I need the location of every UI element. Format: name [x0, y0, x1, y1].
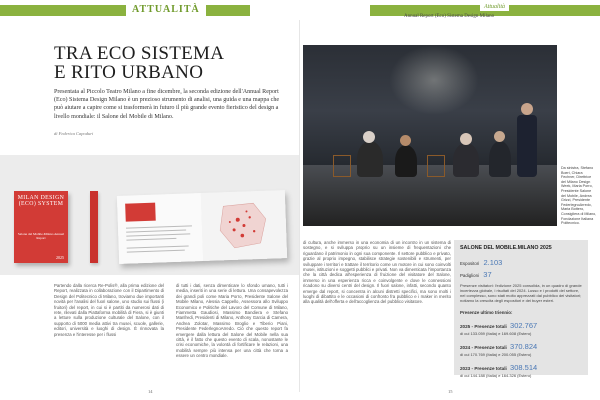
book-title: MILAN DESIGN (ECO) SYSTEM	[17, 195, 65, 208]
year-detail: di cui 170.769 (Italia) e 200.055 (Estero)	[460, 352, 532, 357]
page-number: 14	[148, 389, 153, 394]
speaker-head	[363, 131, 375, 143]
year-label: 2023	[460, 366, 471, 371]
section-label: Attualità	[480, 3, 509, 11]
article-body-right	[303, 240, 451, 380]
headline-line: TRA ECO SISTEMA	[54, 43, 225, 64]
speaker-head	[494, 131, 505, 142]
year-total-value: 302.767	[510, 321, 538, 330]
speaker-figure	[489, 141, 511, 177]
triennium-title: Presenze ultimo triennio:	[460, 310, 513, 315]
body-column: di cultura, anche immerso in una economia di un incontro in un sistema di sostegno, e si sviluppa proprio su un insieme di frequentazioni che riguardano il patrimonio in ogni sua componente. Il settore pubblico e privato, grazie al proprio impegno, stabilisce strategie sostenibili e strumenti, per sviluppare i territori e trattare il territorio come un motore in cui sono coinvolti musei, istituzioni e soggetti pubblici e privati. Non va dimenticata l'importanza che la città dedica all'esperienza di fruizione del visitatore del Salone, immerso in una esperienza ricca e coinvolgente e dove le connessioni ricadono su diversi centri del design. Il fuori salone, infatti, secondo quanto emerge dal report, si concentra in alcuni distretti specifici, ma sono molti i luoghi di dibattito e le occasioni di confronto fra pubblico e i maker in merito alla qualità dell'offerta e dell'accoglienza del pubblico visitatore.	[303, 240, 451, 305]
book-year: 2025	[56, 255, 64, 260]
book-subtitle: Salone del Mobile.Milano Annual Report	[17, 232, 65, 240]
book-text-line	[127, 245, 189, 248]
year-total-label: Presenze totali	[474, 366, 507, 371]
header-bar	[0, 0, 600, 20]
stats-infobox	[454, 240, 588, 378]
infobox-title: SALONE DEL MOBILE.MILANO 2025	[460, 245, 552, 251]
year-detail: di cui 144.188 (Italia) e 164.326 (Estero)	[460, 373, 532, 378]
section-band	[0, 5, 250, 16]
speaker-head	[400, 135, 411, 146]
section-label: ATTUALITÀ	[126, 3, 206, 17]
book-spine	[90, 191, 98, 263]
book-text-line	[126, 233, 190, 236]
book-red-block	[125, 203, 156, 222]
stat-label: Padiglioni	[460, 273, 480, 278]
book-text-line	[126, 238, 176, 241]
year-detail: di cui 133.059 (Italia) e 169.608 (Estero)	[460, 331, 532, 336]
article-headline	[54, 44, 284, 82]
event-photo	[303, 45, 557, 226]
year-label: 2025	[460, 324, 471, 329]
page-gutter	[299, 20, 300, 392]
speaker-head	[460, 133, 472, 145]
book-cover	[14, 191, 68, 263]
year-stat-2024: 2024 - Presenze totali 370.824	[460, 342, 538, 351]
city-map-graphic	[213, 199, 271, 253]
page-number: 15	[448, 389, 453, 394]
photo-caption: Da sinistra, Stefano Boeri, Chiara Fechner, Direttrice del Milano Design Week, Maria Porro, Presidente Salone del Mobile, Andrea Grizzi, Presidente FederlegnoArredo, Maria Bottero, Consigliera di Milano, Fondazione Italiana Politecnico.	[561, 166, 597, 226]
speaker-figure	[395, 145, 417, 177]
year-total-value: 308.514	[510, 363, 538, 372]
stat-label: Espositori	[460, 261, 480, 266]
year-stat-2023: 2023 - Presenze totali 308.514	[460, 363, 538, 372]
year-stat-2025: 2025 - Presenze totali 302.767	[460, 321, 538, 330]
pavilions-stat	[460, 270, 582, 279]
article-lede: Presentata al Piccolo Teatro Milano a fine dicembre, la seconda edizione dell'Annual Report (Eco) Sistema Design Milano è un prezioso strumento di analisi, una guida e una mappa che può aiutare a capire come si trasformerà in futuro il più grande evento fieristico del design a livello mondiale: il Salone del Mobile di Milano.	[54, 89, 280, 120]
chair	[333, 155, 351, 177]
book-text-line	[127, 250, 185, 253]
chair	[427, 155, 445, 177]
open-book-left-page	[117, 193, 203, 264]
stat-value: 37	[483, 270, 492, 279]
visitors-note: Presenze visitatori: l'edizione 2025 consolida, in un quadro di grande incertezza globale, i risultati del 2024. Lusso e i prodotti del settore, nel complesso, sono stati molto apprezzati dal pubblico dei visitatori; notiamo la crescita degli espositori e dei buyer esteri.	[460, 283, 582, 303]
exhibitors-stat	[460, 258, 582, 267]
photo-spotlight	[389, 45, 479, 115]
byline: di Federica Capoduri	[54, 131, 94, 136]
article-body-left	[54, 283, 288, 383]
section-header-right	[300, 0, 600, 22]
speaker-head	[521, 103, 533, 115]
year-label: 2024	[460, 345, 471, 350]
speaker-figure	[357, 141, 383, 177]
body-column: di tutti i dati, senza dimenticare lo sfondo umano, tutti i media, inseriti in una serie di lettura. Una consapevolezza dei grandi poli come Maria Porro, Presidente Salone del Mobile Milano, Alessia Cappello, Assessora allo Sviluppo Economico e Politiche del Lavoro del Comune di Milano, Fiammetta Gaudiosi, Massimo Bandiera e Stefano Manfredi, Presidenti di Milano, Anthony Garcia di Camera, Andrea Zolotar, Massimo Broglio e Tiberio Piani, Presidente FederlegnoArredo. Ciò che questo report fa emergere dalla lettura del Salone del Mobile nella sua città, è il fatto che questo evento di scala, nonostante le crisi economiche, la volontà di fortificare le relazioni, una mobilità sempre più intensa per una città che torna a essere un centro mondiale.	[176, 283, 288, 359]
stat-value: 2.103	[483, 258, 503, 267]
standing-speaker-figure	[517, 115, 537, 177]
year-total-label: Presenze totali	[474, 345, 507, 350]
book-text-line	[126, 230, 186, 233]
year-total-value: 370.824	[510, 342, 538, 351]
headline-line: E RITO URBANO	[54, 62, 204, 83]
body-column: Partendo dalla ricerca Re-Polis®, alla prima edizione del Report, realizzata in collaborazione con il Dipartimento di Design del Politecnico di Milano, troviamo due importanti novità per l'analisi del fuori salone, uno studio sui flussi (i fruitori) del report, in cui si è partiti da numerosi dati di rete, rilevati dalla Piattaforma mobilità di Fiera, si è giunti a letture sulla produzione culturale del Salone, con il supporto di 5000 media attivi tra musei, scuole, gallerie, editori, università e luoghi di design. È rinnovata la presenza e l'interesse per i flussi	[54, 283, 164, 337]
speaker-figure	[453, 143, 479, 177]
open-book-image	[117, 190, 287, 264]
section-header-left	[0, 0, 300, 20]
book-text-line	[126, 225, 192, 228]
running-header: Annual Report (Eco) Sistema Design Milano	[404, 14, 495, 19]
year-total-label: Presenze totali	[474, 324, 507, 329]
